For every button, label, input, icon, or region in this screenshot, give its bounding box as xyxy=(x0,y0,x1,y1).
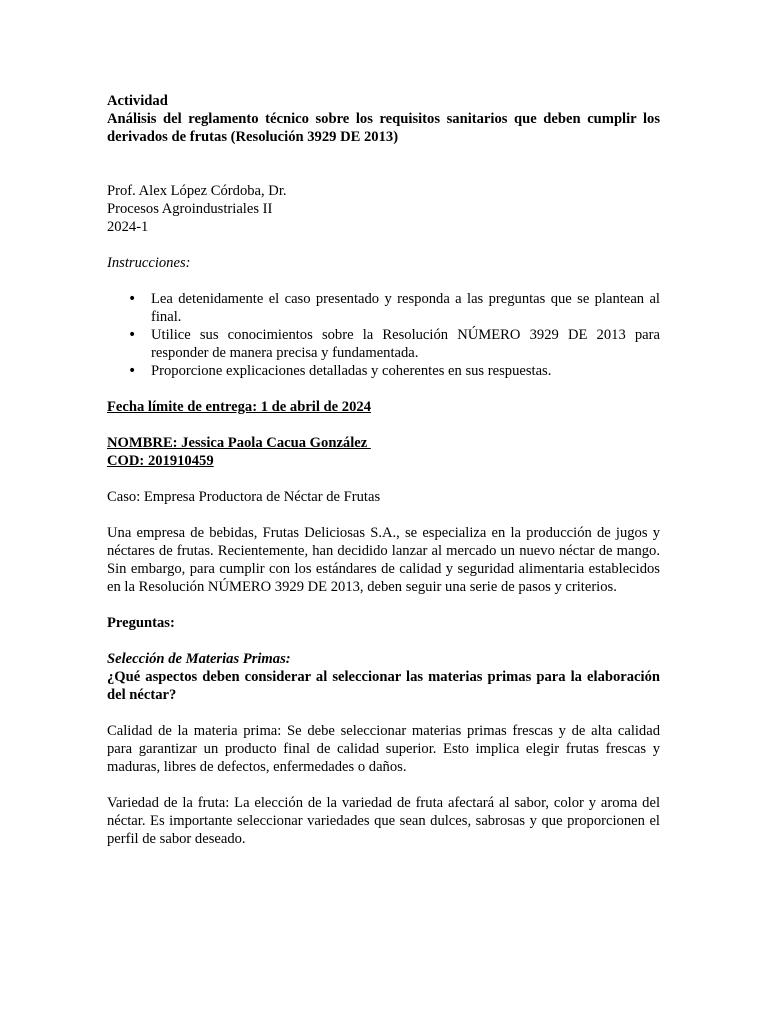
professor-name: Prof. Alex López Córdoba, Dr. xyxy=(107,183,287,199)
instructions-heading: Instrucciones: xyxy=(107,255,191,271)
student-name: NOMBRE: Jessica Paola Cacua González xyxy=(107,435,371,451)
instruction-item: • Lea detenidamente el caso presentado y responda a las preguntas que se plantean al final. xyxy=(107,290,660,326)
case-body: Una empresa de bebidas, Frutas Deliciosas S.A., se especializa en la producción de jugos y néctares de frutas. Recientemente, han decidido lanzar al mercado un nuevo néctar de mango. Sin embargo, para cumplir con los estándares de calidad y seguridad alimentaria establecidos en la Resolución NÚMERO 3929 DE 2013, deben seguir una serie de pasos y criterios. xyxy=(107,525,660,595)
instructions-list xyxy=(107,290,660,380)
instruction-item: • Utilice sus conocimientos sobre la Resolución NÚMERO 3929 DE 2013 para responder de manera precisa y fundamentada. xyxy=(107,326,660,362)
question-text: ¿Qué aspectos deben considerar al seleccionar las materias primas para la elaboración del néctar? xyxy=(107,669,660,703)
student-code: COD: 201910459 xyxy=(107,453,214,469)
answer-paragraph: Variedad de la fruta: La elección de la variedad de fruta afectará al sabor, color y aroma del néctar. Es importante seleccionar variedades que sean dulces, sabrosas y que proporcionen el perfil de sabor deseado. xyxy=(107,795,660,847)
section-title: Selección de Materias Primas: xyxy=(107,651,291,667)
instruction-item: • Proporcione explicaciones detalladas y coherentes en sus respuestas. xyxy=(107,362,660,380)
activity-title: Análisis del reglamento técnico sobre los requisitos sanitarios que deben cumplir los derivados de frutas (Resolución 3929 DE 2013) xyxy=(107,111,660,145)
deadline: Fecha límite de entrega: 1 de abril de 2024 xyxy=(107,399,371,415)
course-name: Procesos Agroindustriales II xyxy=(107,201,273,217)
course-term: 2024-1 xyxy=(107,219,149,235)
document-body xyxy=(107,92,660,848)
case-title: Caso: Empresa Productora de Néctar de Frutas xyxy=(107,489,381,505)
questions-heading: Preguntas: xyxy=(107,615,175,631)
answer-paragraph: Calidad de la materia prima: Se debe seleccionar materias primas frescas y de alta calidad para garantizar un producto final de calidad superior. Esto implica elegir frutas frescas y maduras, libres de defectos, enfermedades o daños. xyxy=(107,723,660,775)
activity-label: Actividad xyxy=(107,93,168,109)
